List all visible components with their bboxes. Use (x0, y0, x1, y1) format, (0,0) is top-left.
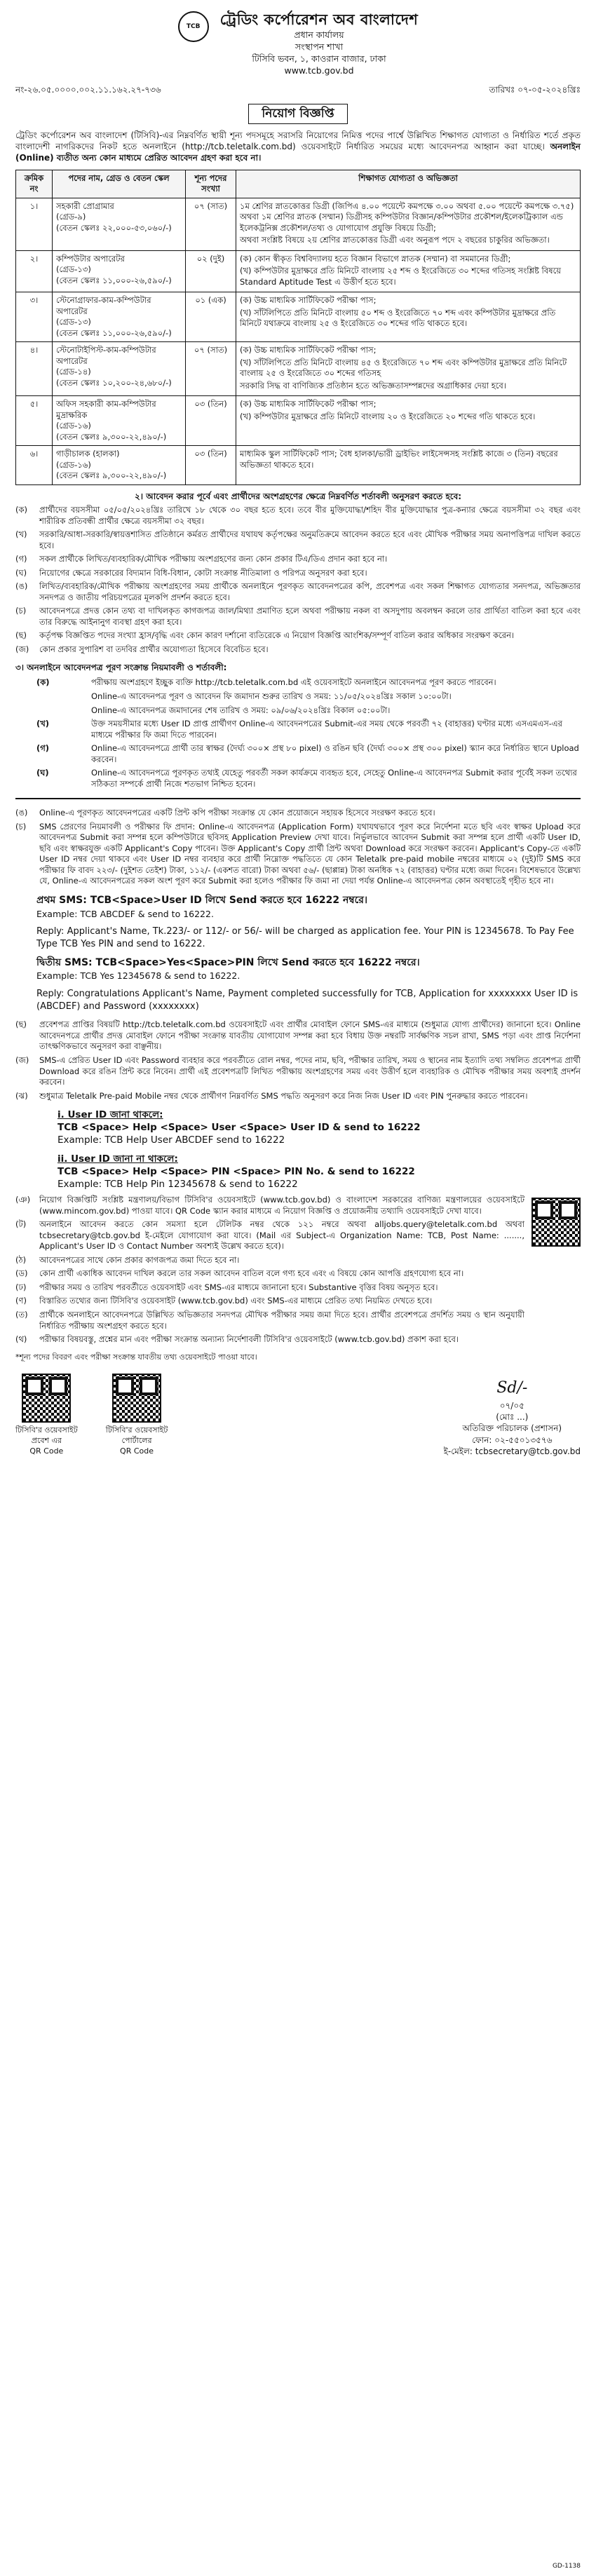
cell-count: ০৩ (তিন) (186, 446, 236, 485)
item-number: (ঝ) (15, 1090, 28, 1101)
list-item (15, 1282, 524, 1294)
final-block (15, 1195, 581, 1348)
qualification-line: অথবা সংশ্লিষ্ট বিষয়ে ২য় শ্রেণির স্নাতকোত্তর ডিগ্রী এবং অনুরূপ পদে ২ বছরের চাকুরির অভিজ্ঞতা। (240, 235, 550, 245)
org-name: ট্রেডিং কর্পোরেশন অব বাংলাদেশ (219, 11, 419, 28)
th-qualification: শিক্ষাগত যোগ্যতা ও অভিজ্ঞতা (236, 170, 581, 198)
qualification-line: (খ) সাঁটলিপিতে প্রতি মিনিটে বাংলায় ৪৫ ও ইংরেজিতে ৭০ শব্দ এবং কম্পিউটার মুদ্রাক্ষরে প্রতি মিনিটে বাংলায় ২৫ ও ইংরেজিতে ৩০ শব্দের গতিসহ (240, 357, 567, 379)
cell-count: ০৭ (সাত) (186, 198, 236, 250)
post-scale: (বেতন স্কেলঃ ৯,৩০০-২২,৪৯০/-) (56, 470, 167, 481)
branch-name: সংস্থাপন শাখা (294, 41, 344, 53)
post-post: সহকারী প্রোগ্রামার (56, 201, 114, 211)
table-row (16, 396, 581, 446)
sms-reply-2: Reply: Congratulations Applicant's Name, Payment completed successfully for TCB, Application for xxxxxxxx User ID is (ABCDEF) and Password (xxxxxxxx) (36, 989, 578, 1012)
cell-qualification (236, 198, 581, 250)
list-item (15, 554, 581, 565)
item-text: সরকারি/আধা-সরকারি/স্বায়ত্তশাসিত প্রতিষ্ঠানে কর্মরত প্রার্থীদের যথাযথ কর্তৃপক্ষের অনুমতিক্রমে আবেদন করতে হবে এবং মৌখিক পরীক্ষার সময় অনাপত্তিপত্র দাখিল করতে হবে। (39, 529, 581, 550)
item-text: কোন প্রার্থী একাধিক আবেদন দাখিল করলে তার সকল আবেদন বাতিল বলে গণ্য হবে এবং এ বিষয়ে কোন আপত্তি গ্রহণযোগ্য হবে না। (39, 1268, 464, 1279)
list-item (15, 1296, 524, 1307)
letterhead (15, 10, 581, 77)
intro-text: ট্রেডিং কর্পোরেশন অব বাংলাদেশ (টিসিবি)-এর নিম্নবর্ণিত স্থায়ী শূন্য পদসমূহে সরাসরি নিয়োগের নিমিত্ত পদের পার্শ্বে উল্লিখিত শিক্ষাগত যোগ্যতা ও নির্ধারিত শর্তে প্রকৃত বাংলাদেশী নাগরিকদের নিকট হতে অনলাইনে (http://tcb.teletalk.com.bd) ওয়েবসাইটে নির্ধারিত সময়ের মধ্যে আবেদনপত্র আহ্বান করা যাচ্ছে। (15, 130, 581, 152)
item-text: নিয়োগ বিজ্ঞপ্তিটি সংশ্লিষ্ট মন্ত্রণালয়/বিভাগ টিসিবি'র ওয়েবসাইটে (www.tcb.gov.bd) ও বাংলাদেশ সরকারের বাণিজ্য মন্ত্রণালয়ের ওয়েবসাইটে (www.mincom.gov.bd) পাওয়া যাবে। QR Code স্ক্যান করার মাধ্যমে এ নিয়োগ বিজ্ঞপ্তি ও প্রয়োজনীয় তথ্যাদি ওয়েবসাইটে দেখা যাবে। (39, 1195, 524, 1216)
sms-second-label: দ্বিতীয় SMS: TCB<Space>Yes<Space>PIN লিখে Send করতে হবে 16222 নম্বরে। (36, 956, 420, 968)
signer-email[interactable]: ই-মেইল: tcbsecretary@tcb.gov.bd (443, 1446, 581, 1456)
cell-post (53, 198, 186, 250)
cell-post (53, 250, 186, 292)
signer-phone: ফোন: ০২-৫৫০১৩৫৭৬ (472, 1435, 553, 1445)
post-post: গাড়ীচালক (হালকা) (56, 449, 120, 459)
list-item (15, 1334, 524, 1345)
item-text: আবেদনপত্রের সাথে কোন প্রকার কাগজপত্র জমা দিতে হবে না। (39, 1254, 240, 1265)
item-number: (ছ) (15, 630, 27, 641)
item-text: আবেদনপত্রে প্রদত্ত কোন তথ্য বা দাখিলকৃত কাগজপত্র জাল/মিথ্যা প্রমাণিত হলে অথবা পরীক্ষায় নকল বা অসদুপায় অবলম্বন করলে তার প্রার্থিতা বাতিল করা হবে এবং তার বিরুদ্ধে আইনানুগ ব্যবস্থা গ্রহণ করা হবে। (39, 606, 581, 627)
qr-code-icon[interactable] (531, 1198, 581, 1247)
online-rule-text: Online-এ আবেদনপত্রে পূরণকৃত তথ্যই যেহেতু পরবর্তী সকল কার্যক্রমে ব্যবহৃত হবে, সেহেতু Online-এ আবেদনপত্র Submit করার পূর্বেই সকল তথ্যের সঠিকতা সম্পর্কে প্রার্থী নিজে শতভাগ নিশ্চিত হবেন। (91, 768, 577, 789)
item-number: (ঞ) (15, 1195, 31, 1205)
th-serial: ক্রমিক নং (16, 170, 53, 198)
online-rule-row (36, 768, 581, 789)
final-items-list (15, 1195, 524, 1348)
qualification-line: সরকারি সিদ্ধ বা বাণিজ্যিক প্রতিষ্ঠান হতে অভিজ্ঞতাসম্পন্নদের অগ্রাধিকার দেয়া হবে। (240, 380, 506, 391)
post-scale: (বেতন স্কেলঃ ১১,০০০-২৬,৫৯০/-) (56, 275, 172, 285)
item-number: (ঘ) (15, 567, 27, 578)
th-post: পদের নাম, গ্রেড ও বেতন স্কেল (53, 170, 186, 198)
item-number: (জ) (15, 644, 29, 654)
cell-post (53, 342, 186, 396)
item-number: (থ) (15, 1334, 27, 1345)
qualification-line: (খ) কম্পিউটার মুদ্রাক্ষরে প্রতি মিনিটে বাংলায় ২০ ও ইংরেজিতে ২০ শব্দের গতি থাকতে হবে। (240, 411, 536, 421)
recover-h2: ii. User ID জানা না থাকলে: (57, 1153, 178, 1165)
table-row (16, 446, 581, 485)
online-rule-text: Online-এ আবেদনপত্র পূরণ ও আবেদন ফি জমাদান শুরুর তারিখ ও সময়: ১১/০৫/২০২৪খ্রিঃ সকাল ১০:০০টা। (91, 691, 452, 701)
qr-website (15, 1374, 78, 1457)
item-text: শুধুমাত্র Teletalk Pre-paid Mobile নম্বর থেকে প্রার্থীগণ নিম্নবর্ণিত SMS পদ্ধতি অনুসরণ করে নিজ নিজ User ID এবং PIN পুনরুদ্ধার করতে পারবেন। (39, 1090, 528, 1101)
recover-h1: i. User ID জানা থাকলে: (57, 1109, 163, 1121)
post-post: স্টেনোগ্রাফার-কাম-কম্পিউটার অপারেটর (56, 295, 151, 316)
online-heading: ৩। অনলাইনে আবেদনপত্র পূরণ সংক্রান্ত নিয়মাবলী ও শর্তাবলী: (15, 663, 227, 673)
item-number: (ট) (15, 1219, 27, 1230)
cell-count: ০৩ (তিন) (186, 396, 236, 446)
item-text: প্রার্থীদের বয়সসীমা ০৫/০৫/২০২৪খ্রিঃ তারিখে ১৮ থেকে ৩০ বছর হতে হবে। তবে বীর মুক্তিযোদ্ধা/শহিদ বীর মুক্তিযোদ্ধার পুত্র-কন্যার ক্ষেত্রে বয়সসীমা ৩২ বছর এবং শারীরিক প্রতিবন্ধী প্রার্থীর ক্ষেত্রে বয়সসীমা ৩২ বছর। (39, 505, 581, 526)
item-number: (গ) (15, 554, 27, 564)
qr1-line3: QR Code (29, 1446, 64, 1456)
item-number: (ঙ) (15, 581, 28, 592)
post-scale: (বেতন স্কেলঃ ২২,০০০-৫৩,০৬০/-) (56, 222, 172, 233)
cell-count: ০২ (দুই) (186, 250, 236, 292)
list-item (15, 1310, 524, 1331)
address: টিসিবি ভবন, ১, কাওরান বাজার, ঢাকা (252, 53, 386, 65)
cell-serial: ৫। (16, 396, 53, 446)
post-post: অফিস সহকারী কাম-কম্পিউটার মুদ্রাক্ষরিক (56, 399, 156, 420)
qualification-line: (ক) কোন স্বীকৃত বিশ্ববিদ্যালয় হতে বিজ্ঞান বিভাগে স্নাতক (সম্মান) বা সমমানের ডিগ্রী; (240, 253, 511, 264)
memo-date: তারিখঃ ০৭-০৫-২০২৪খ্রিঃ (489, 84, 581, 95)
recover-l2: TCB <Space> Help <Space> PIN <Space> PIN No. & send to 16222 (57, 1165, 415, 1177)
signer-title: অতিরিক্ত পরিচালক (প্রশাসন) (462, 1423, 562, 1434)
list-item (15, 606, 581, 628)
list-item (15, 1255, 524, 1266)
qr-code-icon[interactable] (112, 1374, 161, 1423)
item-text: পরীক্ষার বিষয়বস্তু, প্রশ্নের মান এবং পরীক্ষা সংক্রান্ত অন্যান্য নির্দেশাবলী টিসিবি'র ওয়েবসাইটে (www.tcb.gov.bd) প্রকাশ করা হবে। (39, 1334, 459, 1345)
cell-qualification (236, 342, 581, 396)
qr1-line2: প্রবেশ এর (31, 1436, 62, 1446)
cell-qualification (236, 396, 581, 446)
footer (15, 1374, 581, 1457)
footer-qr-codes (15, 1374, 168, 1457)
conditions-heading: ২। আবেদন করার পূর্বে এবং প্রার্থীদের অংশগ্রহণের ক্ষেত্রে নিম্নবর্ণিত শর্তাবলী অনুসরণ করতে হবে: (134, 491, 462, 501)
table-row (16, 250, 581, 292)
recover-block (15, 1104, 581, 1195)
item-text: কোন প্রকার সুপারিশ বা তদবির প্রার্থীর অযোগ্যতা হিসেবে বিবেচিত হবে। (39, 644, 269, 654)
list-item (15, 1091, 581, 1102)
item-text: বিস্তারিত তথ্যের জন্য টিসিবি'র ওয়েবসাইট (www.tcb.gov.bd) এবং SMS-এর মাধ্যমে প্রেরিত তথ্য নিয়মিত দেখতে হবে। (39, 1296, 433, 1306)
cell-qualification (236, 292, 581, 342)
post-scale: (বেতন স্কেলঃ ১০,২০০-২৪,৬৮০/-) (56, 377, 172, 388)
qualification-line: (ক) উচ্চ মাধ্যমিক সার্টিফিকেট পরীক্ষা পাস; (240, 345, 377, 355)
online-rule-text: Online-এ আবেদনপত্রে প্রার্থী তার স্বাক্ষর (দৈর্ঘ্য ৩০০× প্রস্থ ৮০ pixel) ও রঙিন ছবি (দৈর্ঘ্য ৩০০× প্রস্থ ৩০০ pixel) স্ক্যান করে নির্ধারিত স্থানে Upload করবেন। (91, 743, 579, 764)
post-grade: (গ্রেড-১৩) (56, 317, 91, 327)
qr2-line1: টিসিবি'র ওয়েবসাইট (105, 1425, 168, 1435)
list-item (15, 505, 581, 527)
list-item (15, 1019, 581, 1052)
post-grade: (গ্রেড-১৬) (56, 421, 91, 431)
online-rule-row (36, 691, 581, 703)
item-number: (ত) (15, 1310, 28, 1320)
recover-e1: Example: TCB Help User ABCDEF send to 16222 (57, 1134, 285, 1146)
item-text: সকল প্রার্থীকে লিখিত/ব্যবহারিক/মৌখিক পরীক্ষায় অংশগ্রহণের জন্য কোন প্রকার টিএ/ডিএ প্রদান করা হবে না। (39, 554, 388, 564)
org-block (220, 10, 419, 77)
item-text: কর্তৃপক্ষ বিজ্ঞপ্তিত পদের সংখ্যা হ্রাস/বৃদ্ধি এবং কোন কারণ দর্শানো ব্যতিরেকে এ নিয়োগ বিজ্ঞপ্তি আংশিক/সম্পূর্ণ বাতিল করার অধিকার সংরক্ষণ করেন। (39, 630, 515, 641)
item-number: (ঢ) (15, 1282, 27, 1292)
signer-name: (মোঃ ...) (496, 1412, 529, 1423)
memo-ref: নং-২৬.০৫.০০০০.০০২.১১.১৬২.২৭-৭৩৬ (15, 84, 161, 95)
website[interactable]: www.tcb.gov.bd (284, 65, 354, 76)
cell-serial: ৬। (16, 446, 53, 485)
list-item (15, 1268, 524, 1280)
item-text: Online-এ পূরণকৃত আবেদনপত্রের একটি প্রিন্ট কপি পরীক্ষা সংক্রান্ত যে কোন প্রয়োজনে সহায়ক হিসেবে সংরক্ষণ করতে হবে। (39, 808, 435, 818)
sms-first-example: Example: TCB ABCDEF & send to 16222. (36, 908, 214, 919)
online-rule-key: (ক) (36, 677, 50, 688)
list-item (15, 644, 581, 656)
item-text: SMS-এ প্রেরিত User ID এবং Password ব্যবহার করে পরবর্তীতে রোল নম্বর, পদের নাম, ছবি, পরীক্ষার তারিখ, সময় ও স্থানের নাম ইত্যাদি তথ্য সম্বলিত প্রবেশপত্র প্রার্থী Download করে রঙিন প্রিন্ট করে নিবেন। প্রার্থী এই প্রবেশপত্রটি লিখিত পরীক্ষায় অংশগ্রহণের সময় এবং উত্তীর্ণ হলে ব্যবহারিক ও মৌখিক পরীক্ষার সময় অবশ্যই প্রদর্শন করবেন। (39, 1055, 581, 1087)
post-scale: (বেতন স্কেলঃ ১১,০০০-২৬,৫৯০/-) (56, 327, 172, 338)
qr2-line2: পোর্টালের (121, 1436, 152, 1446)
list-item (15, 822, 581, 887)
qualification-line: (ক) উচ্চ মাধ্যমিক সার্টিফিকেট পরীক্ষা পাস; (240, 295, 377, 306)
qualification-line: মাধ্যমিক স্কুল সার্টিফিকেট পাস; বৈধ হালকা/ভারী ড্রাইভিং লাইসেন্সসহ সংশ্লিষ্ট কাজে ৩ (তিন) বছরের অভিজ্ঞতা থাকতে হবে। (240, 449, 558, 470)
sms-reply-1: Reply: Applicant's Name, Tk.223/- or 112/- or 56/- will be charged as application fee. Your PIN is 12345678. To Pay Fee Type TCB Yes PIN and send to 16222. (36, 926, 574, 950)
list-item (15, 630, 581, 642)
recover-l1: TCB <Space> Help <Space> User <Space> User ID & send to 16222 (57, 1122, 421, 1134)
cell-serial: ২। (16, 250, 53, 292)
item-number: (চ) (15, 606, 27, 616)
gd-number: GD-1138 (552, 2562, 581, 2570)
conditions-list (15, 505, 581, 655)
item-number: (ঙ) (15, 808, 28, 818)
sms-second-example: Example: TCB Yes 12345678 & send to 16222. (36, 970, 241, 982)
qualification-line: (খ) কম্পিউটার মুদ্রাক্ষরে প্রতি মিনিটে বাংলায় ২৫ শব্দ ও ইংরেজিতে ৩০ শব্দের গতিসহ সংশ্লিষ্ট বিষয়ে Standard Aptitude Test এ উত্তীর্ণ হতে হবে। (240, 266, 561, 287)
qualification-line: (খ) সাঁটলিপিতে প্রতি মিনিটে বাংলায় ৫০ শব্দ ও ইংরেজিতে ৭০ শব্দ এবং কম্পিউটার মুদ্রাক্ষরে প্রতি মিনিটে যথাক্রমে বাংলায় ২৫ ও ইংরেজিতে ৩০ শব্দের গতি থাকতে হবে। (240, 307, 556, 329)
qualification-line: ১ম শ্রেণির স্নাতকোত্তর ডিগ্রী (জিপিএ ৪.০০ পয়েন্টে কমপক্ষে ৩.০০ অথবা ৫.০০ পয়েন্টে কমপক্ষে ৩.৭৫) অথবা ১ম শ্রেণির স্নাতক (সম্মান) ডিগ্রীসহ কম্পিউটার বিজ্ঞান/কম্পিউটার প্রকৌশল/ইলেকট্রিক্যাল এন্ড ইলেকট্রনিক্স প্রকৌশল/তথ্য ও যোগাযোগ প্রযুক্তি বিষয়ে ডিগ্রী; (240, 201, 574, 233)
list-item (15, 808, 581, 819)
item-text: অনলাইনে আবেদন করতে কোন সমস্যা হলে টেলিটক নম্বর থেকে ১২১ নম্বরে অথবা alljobs.query@teletalk.com.bd অথবা tcbsecretary@tcb.gov.bd ই-মেইলে যোগাযোগ করা যাবে। (Mail এর Subject-এ Organization Name: TCB, Post Name: ......., Applicant's User ID ও Contact Number অবশ্যই উল্লেখ করতে হবে)। (39, 1219, 524, 1252)
qualification-line: (ক) উচ্চ মাধ্যমিক সার্টিফিকেট পরীক্ষা পাস; (240, 399, 377, 409)
post-post: কম্পিউটার অপারেটর (56, 253, 125, 264)
post-scale: (বেতন স্কেলঃ ৯,৩০০-২২,৪৯০/-) (56, 431, 167, 442)
item-text: SMS প্রেরণের নিয়মাবলী ও পরীক্ষার ফি প্রদান: Online-এ আবেদনপত্র (Application Form) যথাযথভাবে পূরণ করে নির্দেশনা মতে ছবি এবং স্বাক্ষর Upload করে আবেদনপত্র Submit করা সম্পন্ন হলে কম্পিউটারে ছবিসহ Application Preview দেখা যাবে। নির্ভুলভাবে আবেদন Submit করা সম্পন্ন হলে প্রার্থী একটি User ID, ছবি এবং স্বাক্ষরযুক্ত একটি Applicant's Copy পাবেন। উক্ত Applicant's Copy প্রার্থী প্রিন্ট অথবা Download করে সংরক্ষণ করবেন। Applicant's Copy-তে একটি User ID নম্বর দেয়া থাকবে এবং User ID নম্বর ব্যবহার করে প্রার্থী নিম্নোক্ত পদ্ধতিতে যে কোন Teletalk pre-paid mobile নম্বরের মাধ্যমে ০২ (দুই)টি SMS করে পরীক্ষার ফি বাবদ ২২৩/- (দুইশত তেইশ) টাকা, ১১২/- (একশত বারো) টাকা অথবা ৫৬/- (ছাপ্পান্ন) টাকা অনধিক ৭২ (বাহাত্তর) ঘণ্টার মধ্যে জমা দিবেন। বিশেষভাবে উল্লেখ্য যে, Online-এ আবেদনপত্রের সকল অংশ পূরণ করে Submit করা হলেও পরীক্ষার ফি জমা না দেয়া পর্যন্ত Online-এ আবেদনপত্র কোন অবস্থাতেই গৃহীত হবে না। (39, 821, 581, 886)
item-number: (জ) (15, 1055, 29, 1065)
online-rule-key (36, 691, 86, 703)
cell-post (53, 292, 186, 342)
cell-post (53, 446, 186, 485)
user-id-recovery (57, 1109, 420, 1191)
divider (15, 798, 581, 799)
post-post: স্টেনোটাইপিস্ট-কাম-কম্পিউটার অপারেটর (56, 345, 156, 366)
online-rule-row (36, 677, 581, 689)
signature-mark: Sd/- (496, 1379, 528, 1397)
online-rules (36, 677, 581, 789)
signature-block (444, 1378, 581, 1457)
cell-count: ০১ (এক) (186, 292, 236, 342)
online-rule-row (36, 705, 581, 717)
cell-serial: ৪। (16, 342, 53, 396)
item-text: প্রার্থীকে অনলাইনে আবেদনপত্রে উল্লিখিত অভিজ্ঞতার সনদপত্র মৌখিক পরীক্ষার সময় জমা দিতে হবে। প্রার্থীর প্রবেশপত্রে প্রদর্শিত সময় ও স্থান অনুযায়ী নির্ধারিত পরীক্ষায় অংশগ্রহণ করতে হবে। (39, 1310, 524, 1331)
list-item (15, 529, 581, 551)
memo-row (15, 84, 581, 95)
list-item (15, 1195, 524, 1216)
table-row (16, 198, 581, 250)
item-text: প্রবেশপত্র প্রাপ্তির বিষয়টি http://tcb.teletalk.com.bd ওয়েবসাইটে এবং প্রার্থীর মোবাইল ফোনে SMS-এর মাধ্যমে (শুধুমাত্র যোগ্য প্রার্থীদের) জানানো হবে। Online আবেদনপত্রে প্রার্থীর প্রদত্ত মোবাইল ফোনে পরীক্ষা সংক্রান্ত যাবতীয় যোগাযোগ সম্পন্ন করা হবে বিধায় উক্ত নম্বরটি সার্বক্ষণিক সচল রাখা, SMS পড়া এবং প্রাপ্ত নির্দেশনা তাৎক্ষণিকভাবে অনুসরণ করা বাঞ্ছনীয়। (39, 1019, 581, 1052)
post-grade: (গ্রেড-১৪) (56, 367, 91, 377)
table-row (16, 342, 581, 396)
item-number: (ঠ) (15, 1254, 27, 1265)
cell-serial: ৩। (16, 292, 53, 342)
online-rule-text: পরীক্ষায় অংশগ্রহণে ইচ্ছুক ব্যক্তি http://tcb.teletalk.com.bd এই ওয়েবসাইটে অনলাইনে আবেদনপত্র পূরণ করতে পারবেন। (91, 677, 496, 688)
post-grade: (গ্রেড-১৬) (56, 459, 91, 470)
online-rule-key (36, 705, 86, 717)
qr2-line3: QR Code (120, 1446, 154, 1456)
recover-e2: Example: TCB Help Pin 12345678 & send to 16222 (57, 1179, 298, 1191)
sms-first-label: প্রথম SMS: TCB<Space>User ID লিখে Send করতে হবে 16222 নম্বরে। (36, 894, 367, 906)
post-grade: (গ্রেড-৯) (56, 212, 86, 222)
item-number: (ড) (15, 1268, 28, 1279)
table-row (16, 292, 581, 342)
online-rule-text: Online-এ আবেদনপত্র জমাদানের শেষ তারিখ ও সময়: ০৯/০৬/২০২৪খ্রিঃ বিকাল ০৫:০০টা। (91, 705, 391, 715)
item-number: (খ) (15, 529, 27, 540)
table-header-row (16, 170, 581, 198)
online-rule-key: (গ) (36, 743, 50, 754)
office-name: প্রধান কার্যালয় (294, 29, 344, 41)
item-number: (ক) (15, 505, 28, 515)
list-item (15, 568, 581, 579)
list-item (15, 1219, 524, 1252)
item-number: (ণ) (15, 1296, 27, 1306)
qr-code-icon[interactable] (22, 1374, 71, 1423)
post-grade: (গ্রেড-১৩) (56, 264, 91, 275)
cell-qualification (236, 250, 581, 292)
online-rule-key: (খ) (36, 719, 50, 729)
online-rule-row (36, 743, 581, 765)
online-rule-row (36, 719, 581, 740)
signature-date: ০৭/০৫ (499, 1400, 524, 1411)
online-more-list (15, 808, 581, 887)
item-text: লিখিত/ব্যবহারিক/মৌখিক পরীক্ষায় অংশগ্রহণের সময় প্রার্থীকে অনলাইনে পূরণকৃত আবেদনপত্রের কপি, প্রবেশপত্র এবং সকল শিক্ষাগত যোগ্যতার সনদপত্র, অভিজ্ঞতার সনদপত্র ও জাতীয় পরিচয়পত্রের মূলকপি প্রদর্শন করতে হবে। (39, 581, 581, 602)
list-item (15, 581, 581, 603)
intro-bold-text: অনলাইন (Online) ব্যতীত অন্য কোন মাধ্যমে প্রেরিত আবেদন গ্রহণ করা হবে না। (15, 142, 581, 163)
cell-qualification (236, 446, 581, 485)
item-text: পরীক্ষার সময় ও তারিখ পরবর্তীতে ওয়েবসাইট এবং SMS-এর মাধ্যমে জানানো হবে। Substantive বৃত্তির বিষয় অনুসৃত হবে। (39, 1282, 438, 1292)
after-sms-list (15, 1019, 581, 1101)
list-item (15, 1055, 581, 1088)
online-rule-key: (ঘ) (36, 768, 49, 778)
tcb-logo (178, 11, 209, 42)
th-count: শূন্য পদের সংখ্যা (186, 170, 236, 198)
cell-count: ০৭ (সাত) (186, 342, 236, 396)
online-rule-text: উক্ত সময়সীমার মধ্যে User ID প্রাপ্ত প্রার্থীগণ Online-এ আবেদনপত্রের Submit-এর সময় থেকে পরবর্তী ৭২ (বাহাত্তর) ঘণ্টার মধ্যে এসএমএস-এর মাধ্যমে পরীক্ষার ফি জমা দিতে পারবেন। (91, 719, 562, 740)
item-text: নিয়োগের ক্ষেত্রে সরকারের বিদ্যমান বিধি-বিধান, কোটা সংক্রান্ত নীতিমালা ও পরিপত্র অনুসরণ করা হবে। (39, 567, 367, 578)
item-number: (ছ) (15, 1019, 27, 1030)
cell-serial: ১। (16, 198, 53, 250)
qr-portal (106, 1374, 168, 1457)
posts-table (15, 170, 581, 485)
qr1-line1: টিসিবি'র ওয়েবসাইট (15, 1425, 78, 1435)
logo-text: TCB (186, 22, 201, 30)
cell-post (53, 396, 186, 446)
notice-title-text: নিয়োগ বিজ্ঞপ্তি (248, 104, 347, 124)
item-number: (চ) (15, 821, 27, 832)
notice-title (15, 104, 581, 124)
sms-instructions (36, 894, 581, 1013)
footnote: *শূন্য পদের বিবরণ এবং পরীক্ষা সংক্রান্ত যাবতীয় তথ্য ওয়েবসাইটে পাওয়া যাবে। (15, 1352, 257, 1362)
intro-paragraph (15, 130, 581, 164)
